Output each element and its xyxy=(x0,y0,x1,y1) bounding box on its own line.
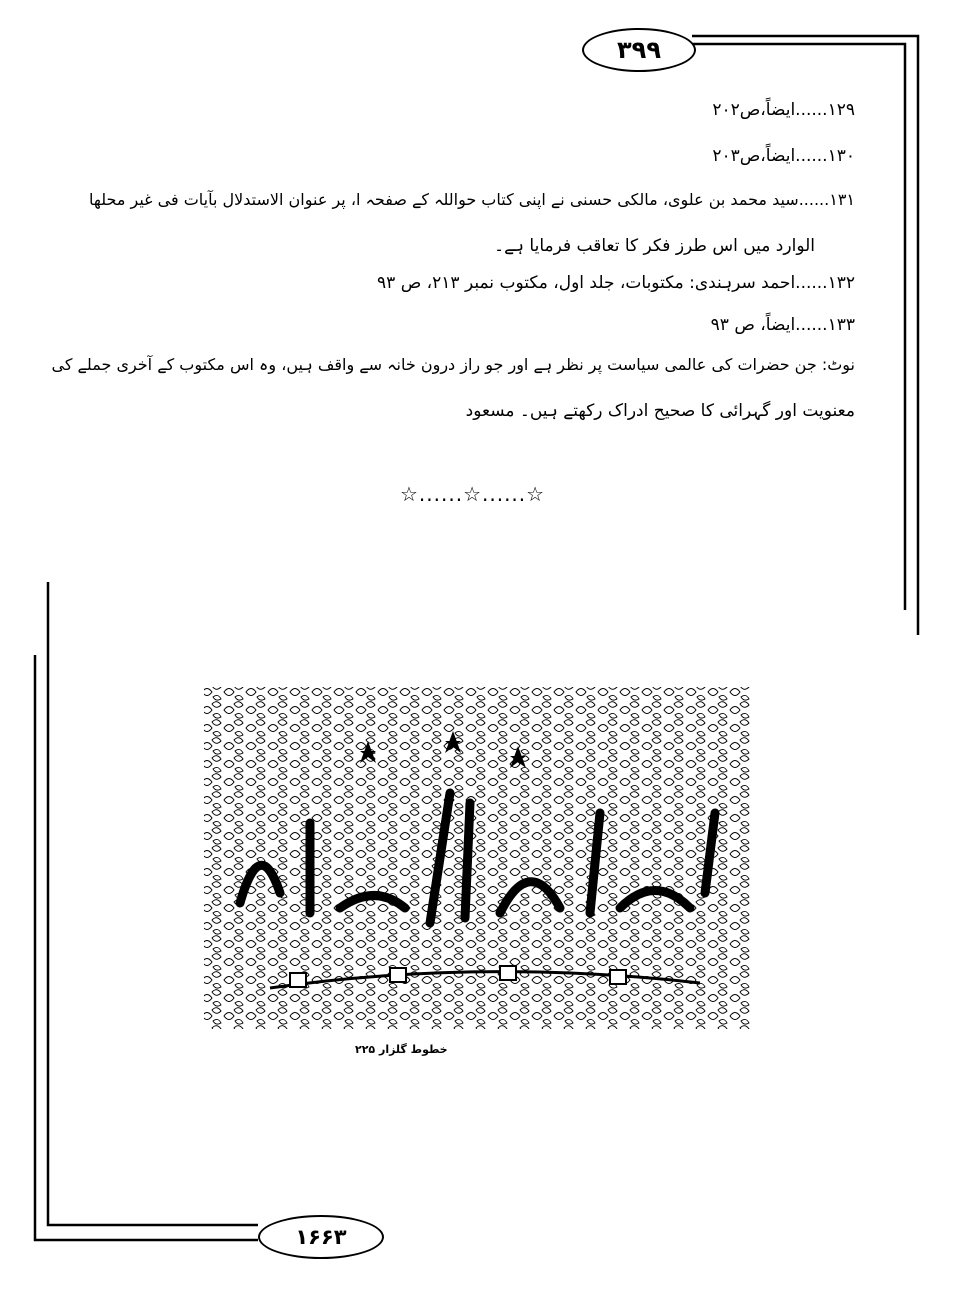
note-line2: معنویت اور گہرائی کا صحیح ادراک رکھتے ہیں۔ مسعود xyxy=(465,401,855,421)
artwork-caption: خطوط گلزار ۲۲۵ xyxy=(355,1043,448,1056)
footnote-130: ۱۳۰......ایضاً،ص۲۰۳ xyxy=(712,146,855,166)
calligraphy-artwork xyxy=(200,683,755,1033)
footnote-132: ۱۳۲......احمد سرہندی: مکتوبات، جلد اول، مکتوب نمبر ۲۱۳، ص ۹۳ xyxy=(377,273,855,293)
footnote-129: ۱۲۹......ایضاً،ص۲۰۲ xyxy=(712,100,855,120)
footnote-131-line2: الوارد میں اس طرز فکر کا تعاقب فرمایا ہے۔ xyxy=(494,236,815,256)
bottom-page-number: ۱۶۶۳ xyxy=(258,1215,384,1259)
footnote-133: ۱۳۳......ایضاً، ص ۹۳ xyxy=(710,315,855,335)
footnote-131-line1: ۱۳۱......سید محمد بن علوی، مالکی حسنی نے اپنی کتاب حواللہ کے صفحہ ا، پر عنوان الاستدلال بآیات فی غیر محلها xyxy=(88,190,855,209)
top-page-number: ۳۹۹ xyxy=(582,28,696,72)
note-line1: نوٹ: جن حضرات کی عالمی سیاست پر نظر ہے اور جو راز درون خانہ سے واقف ہیں، وہ اس مکتوب کے آخری جملے کی xyxy=(51,355,855,374)
section-separator: ☆......☆......☆ xyxy=(400,482,546,506)
footnotes xyxy=(51,100,855,440)
